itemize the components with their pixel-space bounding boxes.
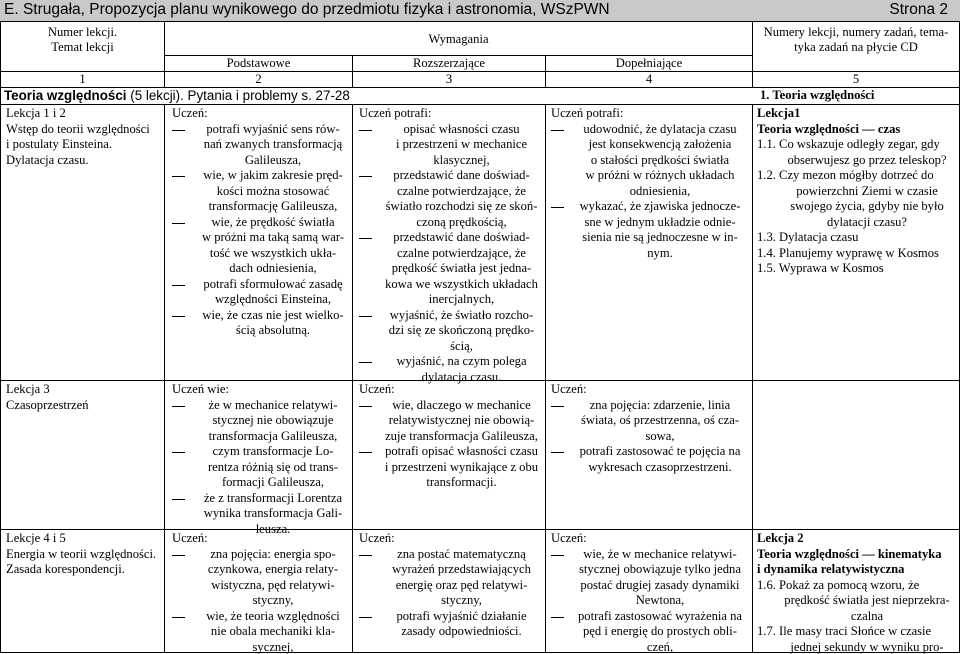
- extended-item-line: wie, dlaczego w mechanice: [392, 397, 531, 412]
- basic-item-line: względności Einsteina,: [214, 292, 332, 306]
- cd-task-item: 1.4. Planujemy wyprawę w Kosmos: [757, 245, 939, 260]
- basic-item-line: zna pojęcia: energia spo-: [210, 546, 336, 561]
- bullet-dash-icon: [359, 362, 372, 363]
- bullet-dash-icon: [172, 499, 185, 500]
- lesson-title-line: Wstęp do teorii względności: [6, 121, 150, 136]
- column-number-5: 5: [852, 72, 860, 86]
- section-title-rest: (5 lekcji). Pytania i problemy s. 27-28: [126, 88, 350, 103]
- lesson-title-line: Zasada korespondencji.: [6, 562, 125, 576]
- basic-item-line: formacji Galileusza,: [221, 475, 325, 489]
- bullet-dash-icon: [172, 555, 185, 556]
- bullet-dash-icon: [359, 316, 372, 317]
- bullet-dash-icon: [359, 238, 372, 239]
- supp-item-line: świata, oś przestrzenna, oś cza-: [580, 413, 740, 427]
- cd-task-item-line: powierzchni Ziemi w czasie: [796, 183, 938, 198]
- cd-task-item-line: dylatacji czasu?: [826, 214, 908, 229]
- basic-item-line: stycznej nie obowiązuje: [212, 413, 334, 427]
- bullet-dash-icon: [172, 406, 185, 407]
- basic-item-line: sycznej,: [252, 639, 294, 654]
- column-number-3: 3: [445, 72, 453, 86]
- basic-item-line: że w mechanice relatywi-: [208, 397, 338, 412]
- cd-task-item: 1.1. Co wskazuje odległy zegar, gdy: [757, 137, 940, 151]
- supp-item-line: o stałości prędkości światła: [590, 152, 730, 167]
- basic-item-line: wie, w jakim zakresie pręd-: [203, 168, 343, 182]
- extended-item-line: ścią,: [450, 338, 473, 353]
- extended-item-line: dylatacja czasu.: [421, 369, 502, 384]
- extended-item-line: potrafi opisać własności czasu: [385, 444, 538, 458]
- supp-item-line: czeń,: [646, 639, 674, 654]
- extended-item-line: styczny,: [441, 593, 482, 607]
- extended-item-line: potrafi wyjaśnić działanie: [396, 608, 527, 623]
- document-title: E. Strugała, Propozycja planu wynikowego do przedmiotu fizyka i astronomia, WSzPWN: [4, 1, 610, 18]
- extended-item-line: przedstawić dane doświad-: [393, 168, 530, 182]
- basic-item-line: czynkowa, energia relaty-: [207, 562, 339, 576]
- supp-item-line: w próżni w różnych układach: [585, 168, 735, 182]
- header-supplementary: Dopełniające: [615, 56, 683, 70]
- supp-item-line: potrafi zastosować te pojęcia na: [579, 444, 741, 458]
- bullet-dash-icon: [359, 452, 372, 453]
- basic-heading: Uczeń:: [172, 531, 208, 545]
- bullet-dash-icon: [551, 406, 564, 407]
- basic-item-line: wistyczna, pęd relatywi-: [211, 577, 335, 592]
- extended-item-line: energię oraz pęd relatywi-: [395, 577, 528, 592]
- extended-item-line: inercjalnych,: [428, 292, 495, 306]
- bullet-dash-icon: [359, 617, 372, 618]
- extended-item-line: czalne potwierdzające, że: [397, 245, 526, 260]
- bullet-dash-icon: [359, 406, 372, 407]
- supp-item-line: zna pojęcia: zdarzenie, linia: [589, 397, 731, 412]
- header-cd-line2: tyka zadań na płycie CD: [794, 40, 918, 54]
- supp-item-line: nym.: [647, 245, 673, 260]
- bullet-dash-icon: [172, 176, 185, 177]
- basic-item-line: rentza różnią się od trans-: [207, 459, 339, 474]
- bullet-dash-icon: [172, 285, 185, 286]
- lesson-title-line: Lekcja 3: [6, 382, 50, 396]
- cd-task-item: 1.7. Ile masy traci Słońce w czasie: [757, 624, 932, 638]
- lesson-title-line: Energia w teorii względności.: [6, 546, 157, 561]
- bullet-dash-icon: [172, 223, 185, 224]
- header-lesson-topic: Temat lekcji: [51, 40, 114, 54]
- extended-item-line: dzi się ze skończoną prędko-: [388, 323, 535, 337]
- cd-task-item-line: obserwujesz go przez teleskop?: [787, 152, 947, 167]
- cd-task-item: 1.6. Pokaż za pomocą wzoru, że: [757, 577, 920, 592]
- supp-item-line: sowa,: [645, 428, 675, 443]
- lesson-title-line: Lekcje 4 i 5: [6, 531, 66, 545]
- basic-item-line: tość we wszystkich ukła-: [209, 245, 337, 260]
- supp-item-line: postać drugiej zasady dynamiki: [580, 577, 740, 592]
- extended-item-line: zna postać matematyczną: [397, 546, 526, 561]
- bullet-dash-icon: [359, 176, 372, 177]
- bullet-dash-icon: [172, 452, 185, 453]
- supp-item-line: wykresach czasoprzestrzeni.: [588, 459, 732, 474]
- basic-item-line: ścią absolutną.: [235, 323, 311, 337]
- cd-task-item-line: jednej sekundy w wyniku pro-: [790, 639, 944, 654]
- supp-heading: Uczeń:: [551, 382, 587, 396]
- column-number-1: 1: [79, 72, 86, 86]
- extended-item-line: zuje transformacja Galileusza,: [385, 428, 538, 443]
- basic-heading: Uczeń wie:: [172, 382, 229, 396]
- cd-lesson-label: Lekcja1: [757, 106, 801, 120]
- basic-item-line: potrafi wyjaśnić sens rów-: [206, 121, 340, 136]
- header-lesson-number: Numer lekcji.: [47, 25, 118, 39]
- cd-topic: Teoria względności — czas: [757, 121, 901, 136]
- basic-item-line: wie, że prędkość światła: [211, 214, 335, 229]
- lesson-title-line: Lekcja 1 i 2: [6, 106, 66, 120]
- extended-heading: Uczeń:: [359, 382, 395, 396]
- extended-item-line: zasady odpowiedniości.: [401, 624, 522, 638]
- basic-item-line: wynika transformacja Gali-: [203, 506, 343, 520]
- header-requirements: Wymagania: [428, 32, 489, 46]
- bullet-dash-icon: [551, 207, 564, 208]
- column-number-4: 4: [645, 72, 653, 86]
- supp-item-line: wykazać, że zjawiska jednocze-: [579, 199, 741, 213]
- basic-item-line: leusza.: [255, 521, 291, 536]
- basic-item-line: w próżni ma taką samą war-: [201, 230, 345, 244]
- supp-item-line: sne w jednym układzie odnie-: [584, 214, 736, 229]
- page-number: Strona 2: [889, 1, 948, 18]
- extended-item-line: prędkość światła jest jedna-: [391, 261, 532, 275]
- basic-item-line: że z transformacji Lorentza: [203, 490, 343, 505]
- basic-heading: Uczeń:: [172, 106, 208, 120]
- basic-item-line: wie, że czas nie jest wielko-: [202, 307, 344, 322]
- supp-item-line: sienia nie są jednoczesne w in-: [582, 230, 738, 244]
- bullet-dash-icon: [551, 555, 564, 556]
- bullet-dash-icon: [551, 617, 564, 618]
- extended-item-line: wyrażeń przedstawiających: [392, 562, 531, 576]
- extended-item-line: i przestrzeni wynikające z obu: [384, 459, 539, 474]
- cd-task-item: 1.2. Czy mezon mógłby dotrzeć do: [757, 168, 934, 182]
- basic-item-line: transformację Galileusza,: [208, 199, 338, 213]
- basic-item-line: potrafi sformułować zasadę: [203, 276, 343, 291]
- extended-item-line: kowa we wszystkich układach: [385, 276, 538, 291]
- supp-item-line: udowodnić, że dylatacja czasu: [583, 121, 737, 136]
- supp-item-line: pęd i energię do prostych obli-: [582, 624, 737, 638]
- cd-task-item: 1.3. Dylatacja czasu: [757, 230, 859, 244]
- bullet-dash-icon: [172, 130, 185, 131]
- bullet-dash-icon: [172, 316, 185, 317]
- supp-item-line: Newtona,: [635, 593, 685, 607]
- header-extended: Rozszerzające: [412, 56, 485, 70]
- cd-task-item-line: swojego życia, gdyby nie było: [790, 199, 944, 213]
- lesson-title-line: Czasoprzestrzeń: [6, 397, 89, 412]
- header-basic: Podstawowe: [226, 56, 291, 70]
- extended-item-line: klasycznej,: [433, 152, 490, 167]
- lesson-title-line: Dylatacja czasu.: [6, 152, 89, 167]
- extended-item-line: opisać własności czasu: [403, 121, 520, 136]
- cd-topic-continued: i dynamika relatywistyczna: [757, 562, 905, 576]
- basic-item-line: transformacja Galileusza,: [208, 428, 338, 443]
- column-number-2: 2: [255, 72, 262, 86]
- extended-item-line: wyjaśnić, że światło rozcho-: [389, 307, 534, 322]
- cd-task-item-line: czalna: [850, 608, 884, 623]
- basic-item-line: wie, że teoria względności: [206, 608, 340, 623]
- extended-item-line: przedstawić dane doświad-: [393, 230, 530, 244]
- extended-item-line: światło rozchodzi się ze skoń-: [385, 199, 538, 213]
- bullet-dash-icon: [172, 617, 185, 618]
- bullet-dash-icon: [551, 452, 564, 453]
- supp-item-line: wie, że w mechanice relatywi-: [583, 546, 737, 561]
- extended-heading: Uczeń:: [359, 531, 395, 545]
- cd-topic: Teoria względności — kinematyka: [757, 546, 942, 561]
- basic-item-line: czym transformacje Lo-: [212, 444, 334, 458]
- bullet-dash-icon: [551, 130, 564, 131]
- supp-item-line: potrafi zastosować wyrażenia na: [578, 608, 742, 623]
- extended-item-line: transformacji.: [426, 475, 497, 489]
- basic-item-line: nań zwanych transformacją: [203, 137, 343, 151]
- section-title-bold: Teoria względności: [4, 88, 127, 103]
- supp-heading: Uczeń potrafi:: [551, 106, 624, 120]
- lesson-title-line: i postulaty Einsteina.: [6, 137, 112, 151]
- cd-lesson-label: Lekcja 2: [757, 531, 804, 545]
- basic-item-line: nie obala mechaniki kla-: [210, 624, 336, 638]
- basic-item-line: dach odniesienia,: [229, 261, 317, 275]
- supp-item-line: odniesienia,: [629, 183, 691, 198]
- supp-item-line: jest konsekwencją założenia: [588, 137, 732, 151]
- basic-item-line: kości można stosować: [216, 183, 330, 198]
- extended-item-line: czalne potwierdzające, że: [397, 183, 526, 198]
- extended-item-line: czoną prędkością,: [416, 214, 507, 229]
- basic-item-line: Galileusza,: [244, 152, 302, 167]
- cd-task-item-line: prędkość światła jest nieprzekra-: [784, 593, 950, 607]
- section-cd-title: 1. Teoria względności: [760, 88, 875, 102]
- extended-item-line: relatywistycznej nie obowią-: [388, 413, 535, 427]
- supp-heading: Uczeń:: [551, 531, 587, 545]
- extended-item-line: i przestrzeni w mechanice: [395, 137, 528, 151]
- extended-heading: Uczeń potrafi:: [359, 106, 432, 120]
- section-title: [4, 88, 350, 104]
- bullet-dash-icon: [359, 555, 372, 556]
- basic-item-line: styczny,: [252, 593, 294, 607]
- cd-task-item: 1.5. Wyprawa w Kosmos: [757, 261, 884, 275]
- bullet-dash-icon: [359, 130, 372, 131]
- supp-item-line: stycznej obowiązuje tylko jedna: [579, 562, 741, 576]
- header-cd-line1: Numery lekcji, numery zadań, tema-: [763, 25, 949, 39]
- extended-item-line: wyjaśnić, na czym polega: [396, 354, 527, 368]
